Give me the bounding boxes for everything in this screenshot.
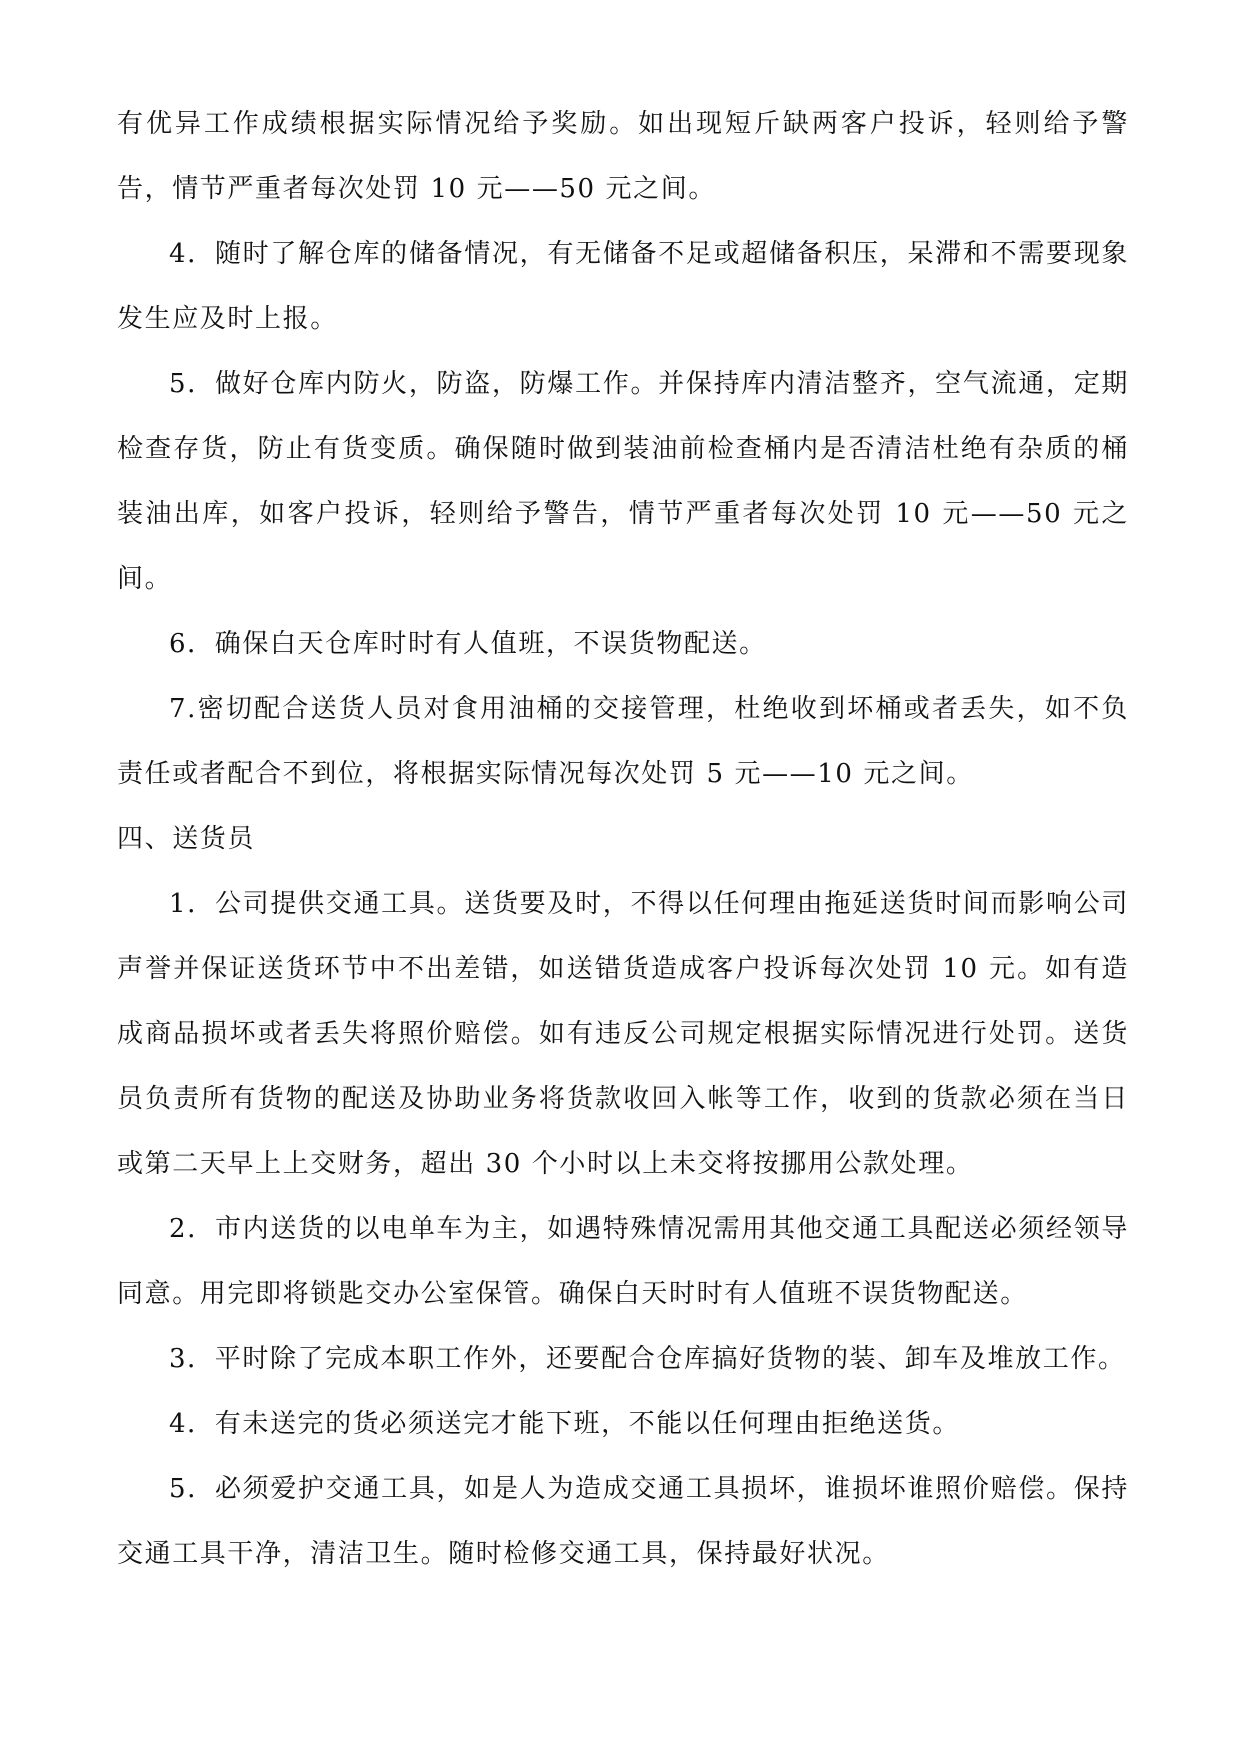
paragraph-delivery-item-3: 3．平时除了完成本职工作外，还要配合仓库搞好货物的装、卸车及堆放工作。 [169,1344,1126,1374]
paragraph-delivery-item-2: 2．市内送货的以电单车为主，如遇特殊情况需用其他交通工具配送必须经领导同意。用完即将锁匙交办公室保管。确保白天时时有人值班不误货物配送。 [117,1214,1129,1309]
paragraph-delivery-item-1: 1．公司提供交通工具。送货要及时，不得以任何理由拖延送货时间而影响公司声誉并保证送货环节中不出差错，如送错货造成客户投诉每次处罚 10 元。如有造成商品损坏或者丢失将照价赔偿。如有违反公司规定根据实际情况进行处罚。送货员负责所有货物的配送及协助业务将货款收回入帐等工作，收到的货款必须在当日或第二天早上上交财务，超出 30 个小时以上未交将按挪用公款处理。 [117,889,1129,1179]
paragraph-warehouse-item-6: 6．确保白天仓库时时有人值班，不误货物配送。 [169,629,767,659]
document-page [117,92,1129,1587]
paragraph-warehouse-item-4: 4．随时了解仓库的储备情况，有无储备不足或超储备积压，呆滞和不需要现象发生应及时上报。 [117,239,1129,334]
paragraph-delivery-item-5: 5．必须爱护交通工具，如是人为造成交通工具损坏，谁损坏谁照价赔偿。保持交通工具干净，清洁卫生。随时检修交通工具，保持最好状况。 [117,1474,1129,1569]
section-heading-delivery: 四、送货员 [117,824,256,854]
paragraph-warehouse-item-5: 5．做好仓库内防火，防盗，防爆工作。并保持库内清洁整齐，空气流通，定期检查存货，防止有货变质。确保随时做到装油前检查桶内是否清洁杜绝有杂质的桶装油出库，如客户投诉，轻则给予警告，情节严重者每次处罚 10 元——50 元之间。 [117,369,1129,594]
paragraph-continuation: 有优异工作成绩根据实际情况给予奖励。如出现短斤缺两客户投诉，轻则给予警告，情节严重者每次处罚 10 元——50 元之间。 [117,109,1129,204]
paragraph-warehouse-item-7: 7.密切配合送货人员对食用油桶的交接管理，杜绝收到坏桶或者丢失，如不负责任或者配合不到位，将根据实际情况每次处罚 5 元——10 元之间。 [117,694,1129,789]
paragraph-delivery-item-4: 4．有未送完的货必须送完才能下班，不能以任何理由拒绝送货。 [169,1409,960,1439]
